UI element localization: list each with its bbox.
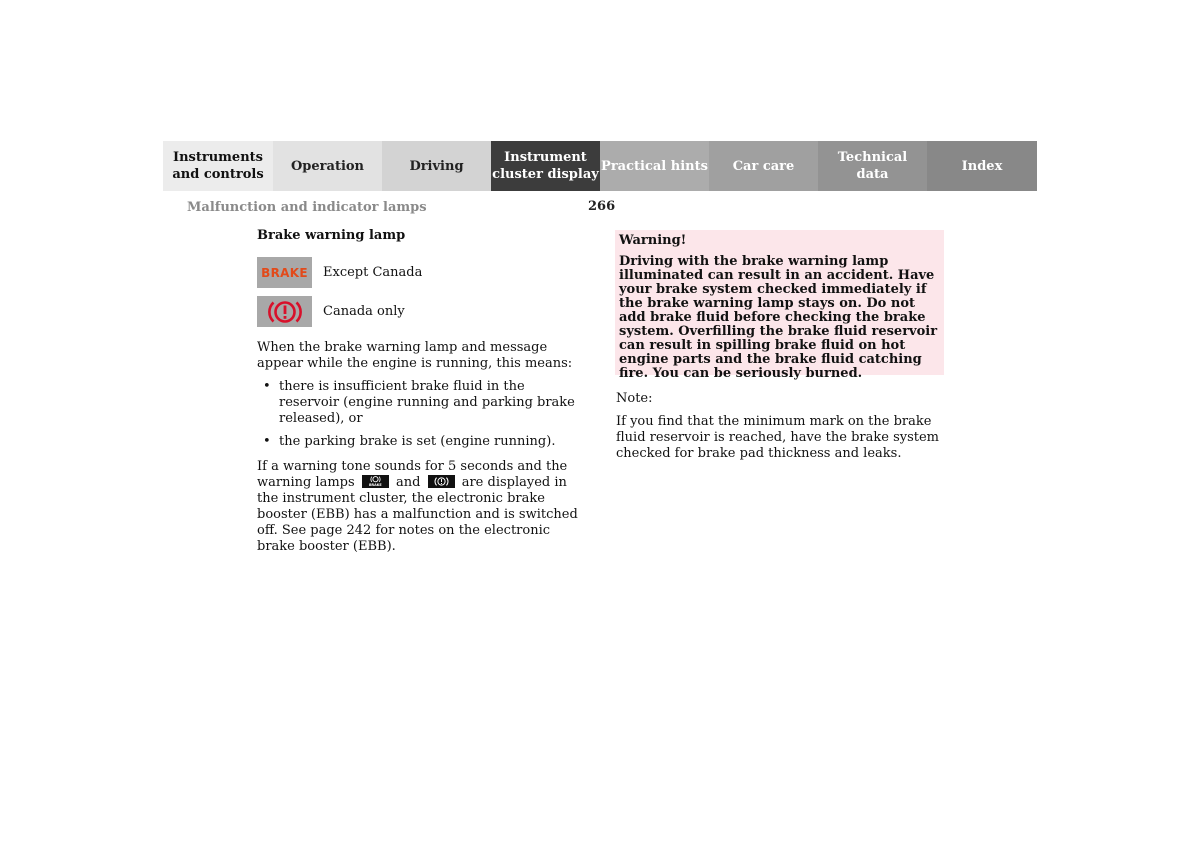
lamp-label-except-canada: Except Canada [323, 264, 423, 280]
tab-technical-data[interactable]: Technical data [818, 141, 927, 191]
left-column [257, 228, 587, 555]
brake-lamp-text: BRAKE [261, 265, 308, 280]
tab-car-care[interactable]: Car care [709, 141, 818, 191]
list-item [257, 379, 587, 427]
intro-paragraph: When the brake warning lamp and message appear while the engine is running, this means: [257, 340, 573, 371]
nav-tabs [163, 141, 1037, 191]
bullet-dot: • [263, 379, 271, 394]
lamp-row-except-canada [257, 257, 587, 288]
tab-index[interactable]: Index [927, 141, 1037, 191]
brake-circle-lamp-icon [257, 296, 312, 327]
note-label: Note: [616, 391, 653, 406]
ebb-text-part2: are displayed in the instrument cluster, the electronic brake booster (EBB) has a malfunction and is switched off. See page 242 for notes on the electronic brake booster (EBB). [257, 475, 578, 554]
brake-small-lamp-text: BRAKE [368, 483, 382, 487]
tab-instrument-cluster-display[interactable]: Instrument cluster display [491, 141, 600, 191]
tab-driving[interactable]: Driving [382, 141, 491, 191]
warning-box [615, 230, 944, 381]
tab-instruments-and-controls[interactable]: Instruments and controls [163, 141, 273, 191]
brake-lamp-heading: Brake warning lamp [257, 228, 406, 243]
bullet-list [257, 379, 587, 450]
lamp-label-canada-only: Canada only [323, 303, 405, 319]
tab-operation[interactable]: Operation [273, 141, 382, 191]
ebb-paragraph [257, 459, 587, 555]
ebb-text-part1: If a warning tone sounds for 5 seconds and the warning lamps [257, 459, 568, 490]
bullet-text: there is insufficient brake fluid in the reservoir (engine running and parking brake released), or [279, 379, 575, 426]
lamp-row-canada-only [257, 296, 587, 327]
bullet-text: the parking brake is set (engine running). [279, 434, 556, 449]
ebb-text-and: and [395, 475, 421, 490]
warning-title: Warning! [619, 233, 687, 248]
page-number: 266 [588, 199, 616, 214]
tab-practical-hints[interactable]: Practical hints [600, 141, 709, 191]
brake-circle-symbol [265, 298, 305, 326]
note-text: If you find that the minimum mark on the brake fluid reservoir is reached, have the brake system checked for brake pad thickness and leaks. [616, 414, 940, 461]
section-title: Malfunction and indicator lamps [187, 200, 427, 215]
brake-text-lamp-icon [257, 257, 312, 288]
warning-text: Driving with the brake warning lamp illuminated can result in an accident. Have your brake system checked immediately if the brake warning lamp stays on. Do not add brake fluid before checking the brake system. Overfilling the brake fluid reservoir can result in spilling brake fluid on hot engine parts and the brake fluid catching fire. You can be seriously burned. [619, 254, 938, 381]
list-item [257, 434, 587, 450]
bullet-dot: • [263, 434, 271, 449]
brake-small-lamp-icon [362, 475, 389, 488]
brake-circle-small-icon [428, 475, 455, 488]
